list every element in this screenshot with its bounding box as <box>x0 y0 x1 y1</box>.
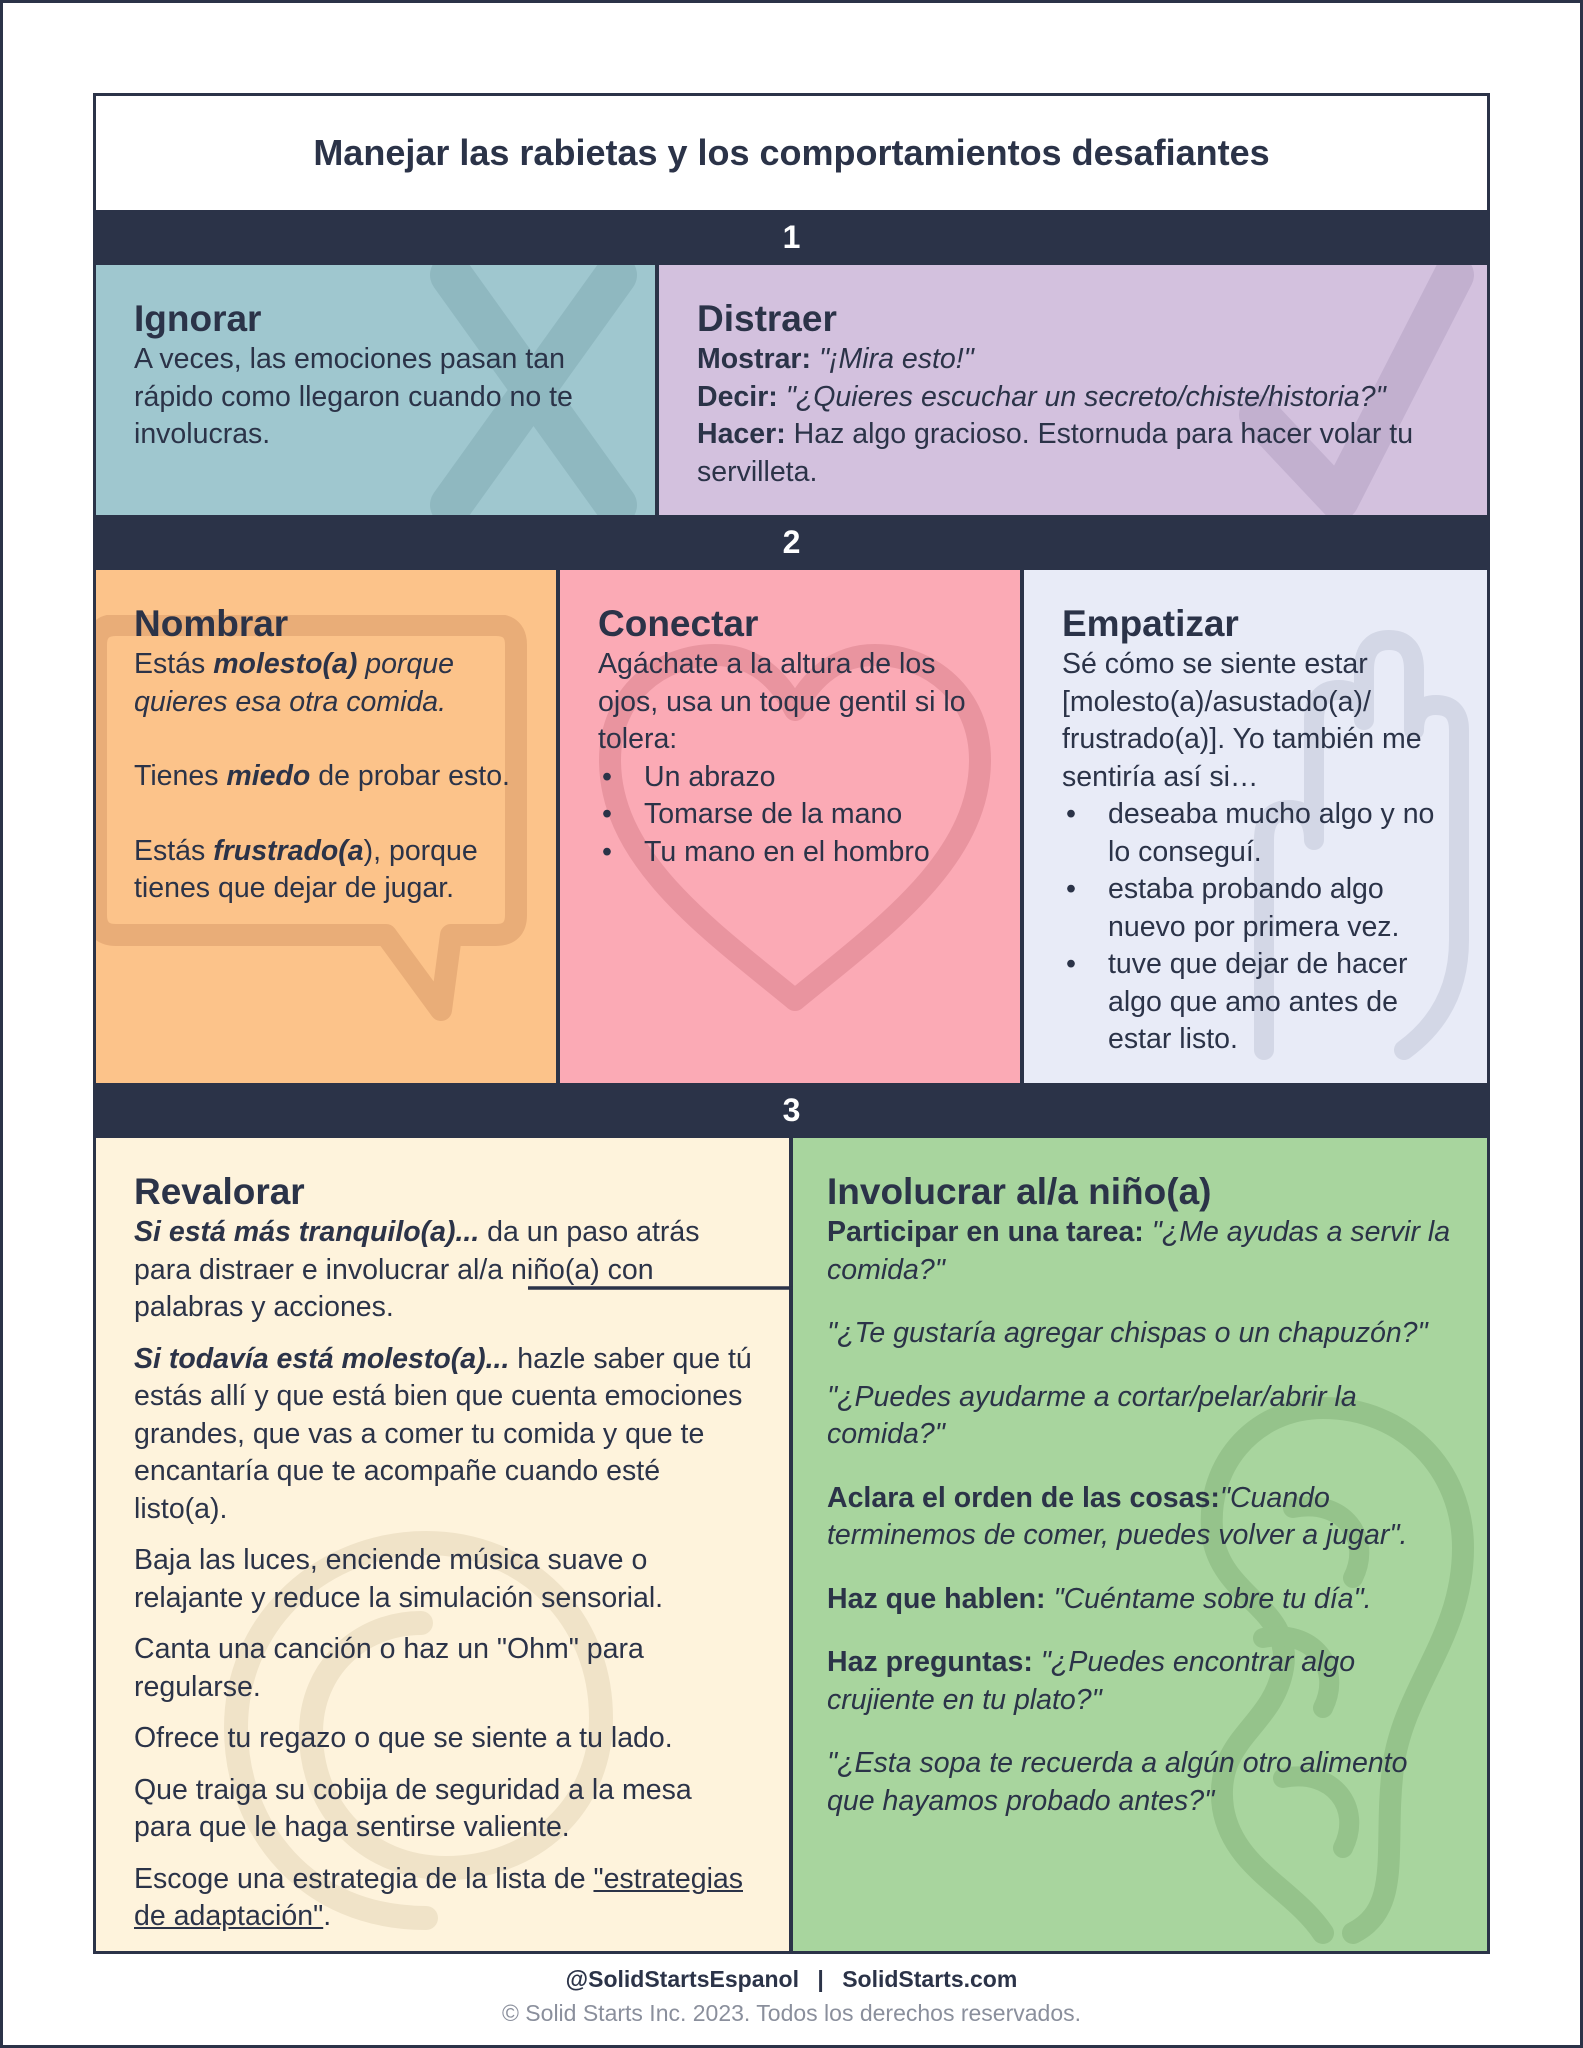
involucrar-talk <box>827 1581 1451 1619</box>
condition-label: Si todavía está molesto(a)... <box>134 1342 510 1375</box>
prompt-text: "Cuéntame sobre tu día". <box>1045 1582 1372 1615</box>
nombrar-example-2 <box>134 758 520 796</box>
prompt-text: "¿Me ayudas a servir la comida?" <box>827 1216 1451 1286</box>
prompt-text: "¿Te gustaría agregar chispas o un chapuzón?" <box>827 1317 1428 1349</box>
revalorar-tip-lap: Ofrece tu regazo o que se siente a tu lado. <box>134 1722 673 1754</box>
text-part: . <box>323 1900 332 1932</box>
line-label: Decir: <box>697 380 778 413</box>
revalorar-heading: Revalorar <box>134 1171 305 1212</box>
ignorar-panel <box>96 265 659 515</box>
involucrar-question-3 <box>827 1379 1451 1454</box>
revalorar-tip-strategy <box>134 1861 753 1936</box>
involucrar-question-7 <box>827 1745 1451 1820</box>
revalorar-tip-song: Canta una canción o haz un "Ohm" para regularse. <box>134 1633 644 1703</box>
emotion-word: molesto(a) <box>213 648 358 680</box>
tip-text: da un paso atrás para distraer e involucrar al/a niño(a) con palabras y acciones. <box>134 1216 700 1323</box>
list-item: • Tomarse de la mano <box>598 796 984 834</box>
conectar-heading: Conectar <box>598 603 759 644</box>
empatizar-intro: Sé cómo se siente estar [molesto(a)/asustado(a)/ frustrado(a)]. Yo también me sentiría así si… <box>1062 648 1422 793</box>
prompt-label: Haz que hablen: <box>827 1582 1046 1615</box>
nombrar-example-1 <box>134 646 520 721</box>
ignorar-text: A veces, las emociones pasan tan rápido como llegaron cuando no te involucras. <box>134 343 573 450</box>
list-item: • estaba probando algo nuevo por primera vez. <box>1062 871 1451 946</box>
footer-divider: | <box>817 1966 824 1992</box>
prompt-text: "¿Esta sopa te recuerda a algún otro alimento que hayamos probado antes?" <box>827 1747 1408 1817</box>
prompt-label: Participar en una tarea: <box>827 1216 1144 1248</box>
prompt-label: Aclara el orden de las cosas: <box>827 1481 1220 1514</box>
condition-label: Si está más tranquilo(a)... <box>134 1216 480 1248</box>
list-item: • Tu mano en el hombro <box>598 834 984 872</box>
list-item: • tuve que dejar de hacer algo que amo antes de estar listo. <box>1062 946 1451 1059</box>
empatizar-heading: Empatizar <box>1062 603 1239 644</box>
ignorar-heading: Ignorar <box>134 298 262 339</box>
involucrar-order <box>827 1480 1451 1555</box>
distraer-line-decir <box>697 379 1451 417</box>
prompt-text: "¿Puedes encontrar algo crujiente en tu plato?" <box>827 1646 1356 1716</box>
section-3-header <box>96 1083 1487 1138</box>
revalorar-calm-tip <box>134 1214 753 1327</box>
prompt-text: "¿Puedes ayudarme a cortar/pelar/abrir la comida?" <box>827 1380 1357 1450</box>
line-text: Haz algo gracioso. Estornuda para hacer volar tu servilleta. <box>697 418 1414 488</box>
text-part: de probar esto. <box>310 760 510 792</box>
involucrar-question-2 <box>827 1315 1451 1353</box>
conectar-list <box>598 759 984 872</box>
text-part: porque quieres esa otra comida. <box>134 648 454 718</box>
conectar-panel <box>560 570 1024 1083</box>
distraer-line-hacer <box>697 416 1451 491</box>
distraer-heading: Distraer <box>697 298 837 339</box>
strategies-link[interactable]: "estrategias de adaptación" <box>134 1862 743 1932</box>
footer-links <box>0 1966 1583 1993</box>
revalorar-tip-blanket: Que traiga su cobija de seguridad a la mesa para que le haga sentirse valiente. <box>134 1773 692 1843</box>
involucrar-ask <box>827 1644 1451 1719</box>
distraer-line-mostrar <box>697 341 1451 379</box>
nombrar-panel <box>96 570 560 1083</box>
involucrar-task <box>827 1214 1451 1289</box>
page-title: Manejar las rabietas y los comportamientos desafiantes <box>313 132 1270 173</box>
website-link[interactable]: SolidStarts.com <box>842 1966 1018 1992</box>
tip-text: hazle saber que tú estás allí y que está bien que cuenta emociones grandes, que vas a comer tu comida y que te encantaría que te acompañe cuando esté listo(a). <box>134 1342 752 1525</box>
list-item: • Un abrazo <box>598 759 984 797</box>
conectar-intro: Agáchate a la altura de los ojos, usa un toque gentil si lo tolera: <box>598 648 966 755</box>
empatizar-list <box>1062 796 1451 1059</box>
prompt-label: Haz preguntas: <box>827 1646 1033 1678</box>
list-item: • deseaba mucho algo y no lo conseguí. <box>1062 796 1451 871</box>
text-part: Escoge una estrategia de la lista de <box>134 1862 594 1895</box>
revalorar-panel <box>96 1138 793 1951</box>
nombrar-heading: Nombrar <box>134 603 289 644</box>
text-part: Tienes <box>134 760 227 792</box>
involucrar-heading: Involucrar al/a niño(a) <box>827 1171 1212 1212</box>
text-part: Estás <box>134 648 214 680</box>
line-text: "¡Mira esto!" <box>818 343 974 375</box>
emotion-word: miedo <box>226 760 311 792</box>
prompt-text: "Cuando terminemos de comer, puedes volver a jugar". <box>827 1481 1408 1551</box>
section-1-header <box>96 210 1487 265</box>
copyright: © Solid Starts Inc. 2023. Todos los derechos reservados. <box>501 2000 1082 2026</box>
line-label: Mostrar: <box>697 343 812 375</box>
distraer-panel <box>659 265 1487 515</box>
text-part: ), porque tienes que dejar de jugar. <box>134 834 478 904</box>
empatizar-panel <box>1024 570 1487 1083</box>
text-part: Estás <box>134 834 214 867</box>
section-number: 1 <box>782 219 801 255</box>
involucrar-panel <box>793 1138 1487 1951</box>
section-number: 3 <box>782 1092 801 1128</box>
line-label: Hacer: <box>697 418 786 450</box>
revalorar-tip-lights: Baja las luces, enciende música suave o relajante y reduce la simulación sensorial. <box>134 1544 664 1614</box>
nombrar-example-3 <box>134 833 520 908</box>
revalorar-upset-tip <box>134 1341 753 1529</box>
line-text: "¿Quieres escuchar un secreto/chiste/historia?" <box>785 380 1386 413</box>
section-number: 2 <box>782 524 801 560</box>
tantrum-guide-sheet <box>93 93 1490 1954</box>
social-handle[interactable]: @SolidStartsEspanol <box>565 1966 799 1992</box>
section-2-header <box>96 515 1487 570</box>
emotion-word: frustrado(a <box>213 834 364 867</box>
